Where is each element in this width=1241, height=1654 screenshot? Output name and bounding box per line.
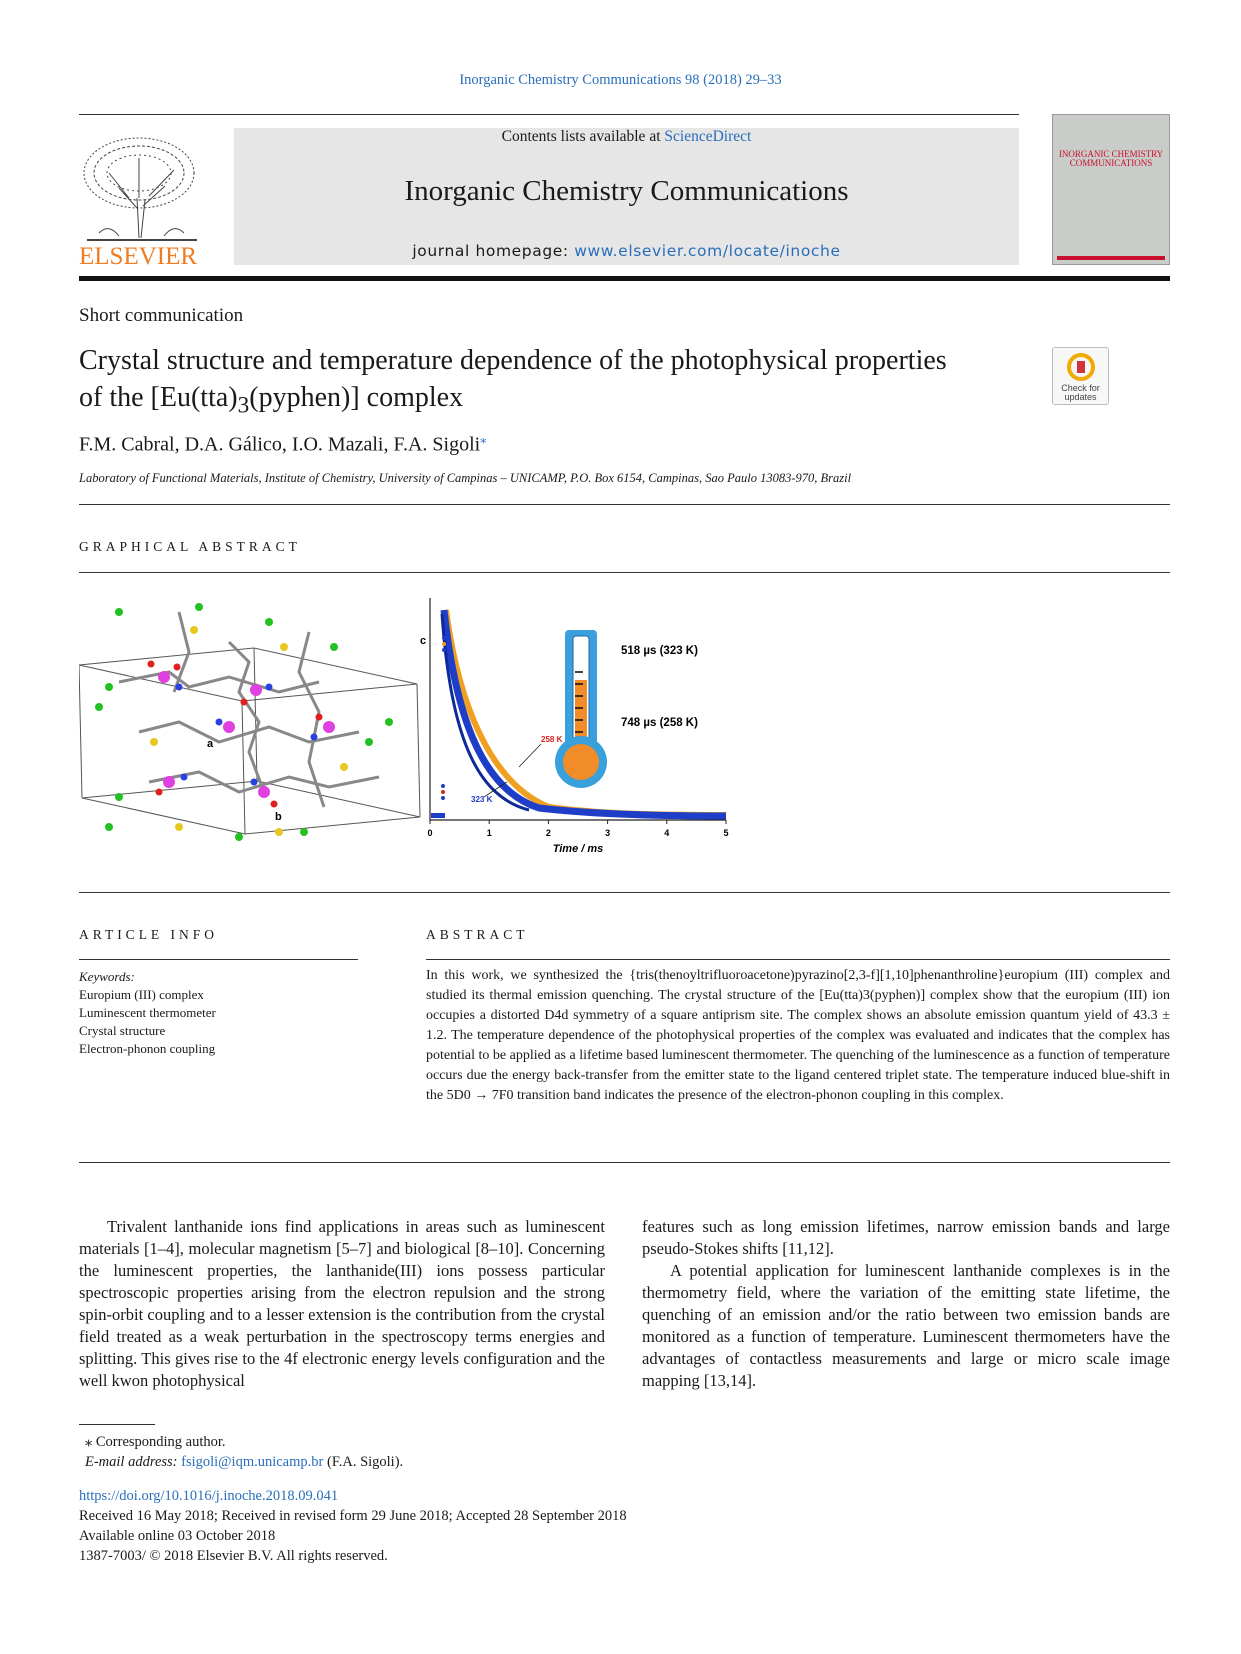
thermometer-icon — [555, 630, 607, 788]
copyright: 1387-7003/ © 2018 Elsevier B.V. All rights reserved. — [79, 1548, 388, 1564]
contents-line — [234, 128, 1019, 146]
divider — [79, 572, 1170, 573]
molecule-bonds — [119, 612, 379, 807]
cover-title: INORGANIC CHEMISTRY COMMUNICATIONS — [1058, 149, 1164, 168]
article-type: Short communication — [79, 305, 244, 326]
email-link[interactable]: fsigoli@iqm.unicamp.br — [181, 1454, 324, 1470]
footnote — [85, 1432, 403, 1472]
email-label: E-mail address: — [85, 1454, 178, 1470]
received-dates: Received 16 May 2018; Received in revised form 29 June 2018; Accepted 28 September 2018 — [79, 1508, 627, 1524]
x-tick-label: 5 — [723, 828, 729, 838]
axis-label-c: c — [420, 635, 427, 647]
homepage-line — [234, 242, 1019, 260]
baseline-marker — [431, 813, 445, 818]
body-column-2 — [642, 1216, 1170, 1392]
divider — [79, 892, 1170, 893]
keyword: Crystal structure — [79, 1023, 166, 1038]
author-list — [79, 432, 486, 457]
body-paragraph: A potential application for luminescent lanthanide complexes is in the thermometry field, where the variation of the emitting state lifetime, the quenching of an emission and/or the ratio between two emission bands are monitored as a function of temperature. Luminescent thermometers have the advantages of contactless measurements and large or micro scale image mapping [13,14]. — [642, 1261, 1170, 1390]
journal-reference-link[interactable]: Inorganic Chemistry Communications 98 (2018) 29–33 — [459, 72, 782, 88]
corresponding-author-note — [85, 1432, 403, 1452]
header-rule — [79, 114, 1019, 115]
homepage-link[interactable]: www.elsevier.com/locate/inoche — [574, 242, 841, 260]
x-tick-label: 3 — [605, 828, 611, 838]
check-for-updates-icon — [1067, 353, 1095, 381]
x-tick-label: 0 — [427, 828, 433, 838]
check-for-updates-label: Check for updates — [1061, 383, 1100, 402]
body-column-1: Trivalent lanthanide ions find applications in areas such as luminescent materials [1–4], molecular magnetism [5–7] and biological [8–10]. Concerning the luminescent properties, the lanthanide(III) ions possess particular spectroscopic properties arising from the electron repulsion and the strong spin-orbit coupling and to a lesser extension is the contribution from the crystal field treated as a weak perturbation in the spectroscopy terms energies and splitting. This gives rise to the 4f electronic energy levels configuration and the well kwon photophysical — [79, 1217, 605, 1390]
elsevier-logo[interactable] — [79, 128, 204, 268]
annotation-lifetime-258: 748 µs (258 K) — [621, 717, 698, 729]
abstract-text: In this work, we synthesized the {tris(thenoyltrifluoroacetone)pyrazino[2,3-f][1,10]phenanthroline}europium (III) complex and studied its thermal emission quenching. The crystal structure of the [Eu(tta)3(pyphen)] complex show that the europium (III) ion occupies a distorted D4d symmetry of a square antiprism site. The complex shows an absolute emission quantum yield of 43.3 ± 1.2. The temperature dependence of the photophysical properties of the complex was evaluated and indicates that the complex has potential to be applied as a lifetime based luminescent thermometer. The quenching of the luminescence as a function of temperature occurs due the energy back-transfer from the emitter state to the ligand centered triplet state. The temperature induced blue-shift in the 5D0 → 7F0 transition band indicates the presence of the electron-phonon coupling in this complex. — [426, 968, 1170, 1103]
abstract-heading: ABSTRACT — [426, 927, 529, 942]
decay-plot — [427, 598, 728, 855]
keywords-label: Keywords: — [79, 969, 135, 984]
keyword: Europium (III) complex — [79, 987, 204, 1002]
footnote-mark: ⁎ — [85, 1434, 93, 1450]
label-258K: 258 K — [541, 735, 563, 744]
keyword: Electron-phonon coupling — [79, 1041, 216, 1056]
plot-x-ticklabels — [427, 828, 728, 838]
article-info-rule — [79, 959, 358, 960]
corresponding-author-mark[interactable]: ⁎ — [480, 432, 487, 446]
body-paragraph: features such as long emission lifetimes, narrow emission bands and large pseudo-Stokes shifts [11,12]. — [642, 1217, 1170, 1258]
article-footer — [79, 1486, 627, 1566]
divider — [79, 1162, 1170, 1163]
journal-cover-thumbnail[interactable] — [1052, 114, 1170, 265]
annotation-lifetime-323: 518 µs (323 K) — [621, 645, 698, 657]
graphical-abstract-figure — [79, 592, 739, 872]
email-suffix: (F.A. Sigoli). — [326, 1454, 404, 1470]
homepage-prefix: journal homepage: — [412, 242, 575, 260]
authors-text: F.M. Cabral, D.A. Gálico, I.O. Mazali, F.A. Sigoli — [79, 433, 481, 456]
decay-curve-323K-edge — [442, 614, 529, 810]
corresponding-author-text: Corresponding author. — [95, 1434, 226, 1450]
check-for-updates-button[interactable] — [1052, 347, 1109, 405]
divider — [79, 504, 1170, 505]
graphical-abstract-heading: GRAPHICAL ABSTRACT — [79, 539, 301, 554]
x-tick-label: 4 — [664, 828, 670, 838]
axis-label-a: a — [207, 738, 214, 750]
sulfur-atoms — [150, 626, 348, 836]
doi-link[interactable]: https://doi.org/10.1016/j.inoche.2018.09.041 — [79, 1488, 339, 1504]
cover-red-bar — [1057, 256, 1165, 260]
x-tick-label: 1 — [486, 828, 492, 838]
article-info-heading: ARTICLE INFO — [79, 927, 219, 942]
graphical-abstract-svg — [79, 592, 739, 872]
label-323K: 323 K — [471, 795, 493, 804]
x-tick-label: 2 — [545, 828, 551, 838]
sciencedirect-link[interactable]: ScienceDirect — [664, 128, 752, 145]
journal-title: Inorganic Chemistry Communications — [404, 175, 849, 207]
article-title — [79, 342, 959, 425]
plot-xlabel: Time / ms — [552, 843, 604, 855]
title-part-2: (pyphen)] complex — [249, 382, 464, 413]
email-line — [85, 1452, 403, 1472]
footnote-rule — [79, 1424, 155, 1425]
affiliation: Laboratory of Functional Materials, Institute of Chemistry, University of Campinas – UNICAMP, P.O. Box 6154, Campinas, Sao Paulo 13083-970, Brazil — [79, 471, 852, 485]
journal-banner — [234, 128, 1019, 265]
leader-line-258 — [519, 744, 541, 767]
axis-label-b: b — [275, 811, 282, 823]
available-online: Available online 03 October 2018 — [79, 1528, 276, 1544]
title-part-1: Crystal structure and temperature dependence of the photophysical properties of the [Eu(tta) — [79, 345, 947, 413]
elsevier-wordmark: ELSEVIER — [79, 243, 198, 268]
header-thick-rule — [79, 276, 1170, 281]
contents-prefix: Contents lists available at — [501, 128, 665, 145]
abstract-rule — [426, 959, 1170, 960]
keyword: Luminescent thermometer — [79, 1005, 216, 1020]
title-subscript: 3 — [237, 392, 250, 419]
keywords-block — [79, 968, 359, 1058]
elsevier-tree-icon — [79, 128, 204, 268]
